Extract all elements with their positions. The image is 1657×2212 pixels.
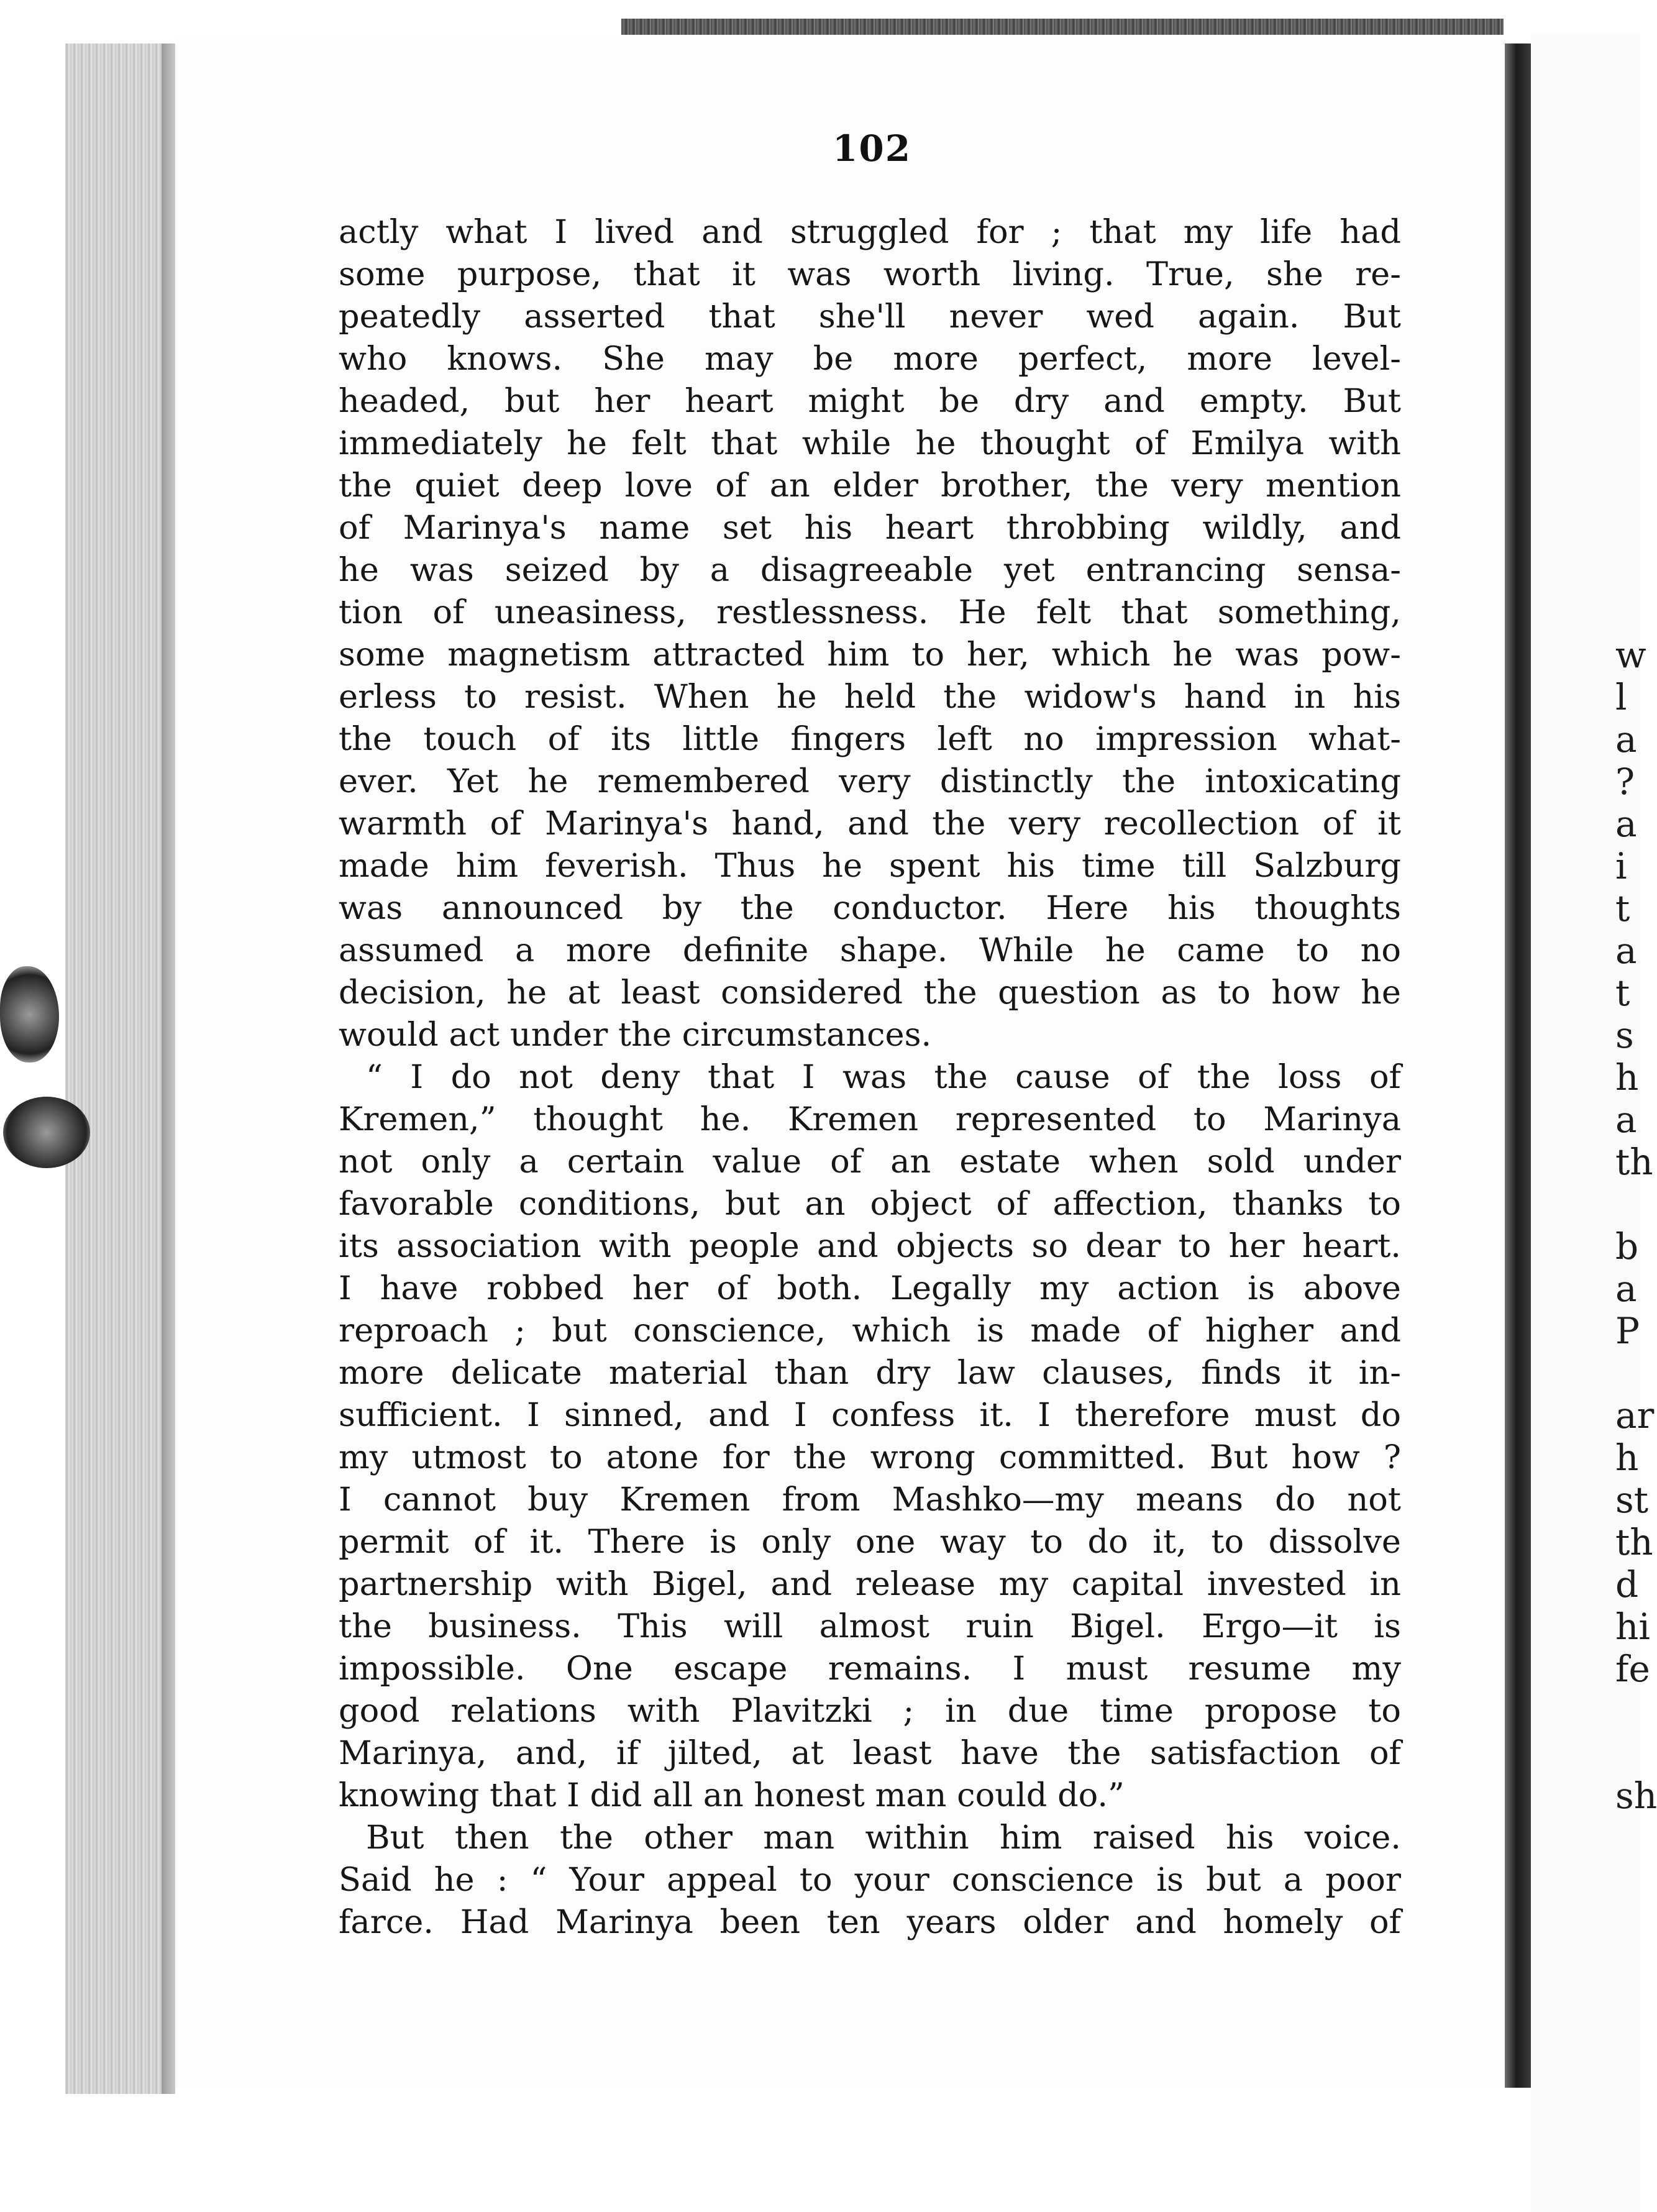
text-line: some purpose, that it was worth living. True, she re- xyxy=(339,255,1401,293)
text-line: Marinya, and, if jilted, at least have the satisfaction of xyxy=(339,1734,1401,1772)
facing-page-letter: a xyxy=(1615,803,1637,845)
text-line: my utmost to atone for the wrong committed. But how ? xyxy=(339,1438,1401,1476)
text-line: ever. Yet he remembered very distinctly the intoxicating xyxy=(339,762,1401,800)
text-line: made him feverish. Thus he spent his time till Salzburg xyxy=(339,847,1401,885)
facing-page-letter: w xyxy=(1615,634,1646,676)
text-line: was announced by the conductor. Here his thoughts xyxy=(339,889,1401,927)
facing-page-letter: a xyxy=(1615,930,1637,972)
facing-page-letter: st xyxy=(1615,1479,1649,1521)
facing-page-letter: t xyxy=(1615,972,1630,1014)
facing-page-letter: s xyxy=(1615,1014,1634,1056)
text-line: “ I do not deny that I was the cause of the loss of xyxy=(366,1058,1401,1096)
text-line: impossible. One escape remains. I must resume my xyxy=(339,1650,1401,1688)
text-line: actly what I lived and struggled for ; that my life had xyxy=(339,213,1401,251)
facing-page-letter: h xyxy=(1615,1437,1639,1479)
facing-page-letter: ar xyxy=(1615,1394,1655,1437)
text-line: assumed a more definite shape. While he came to no xyxy=(339,931,1401,969)
text-line: some magnetism attracted him to her, which he was pow- xyxy=(339,636,1401,674)
text-line: tion of uneasiness, restlessness. He felt that something, xyxy=(339,593,1401,631)
text-line: But then the other man within him raised his voice. xyxy=(366,1819,1401,1857)
text-line: warmth of Marinya's hand, and the very recollection of it xyxy=(339,805,1401,843)
text-line: erless to resist. When he held the widow's hand in his xyxy=(339,678,1401,716)
text-line: permit of it. There is only one way to do it, to dissolve xyxy=(339,1523,1401,1561)
text-line: peatedly asserted that she'll never wed again. But xyxy=(339,298,1401,336)
text-line: I cannot buy Kremen from Mashko—my means do not xyxy=(339,1481,1401,1519)
facing-page-letter: a xyxy=(1615,718,1637,761)
text-line: of Marinya's name set his heart throbbing wildly, and xyxy=(339,509,1401,547)
facing-page-letter: sh xyxy=(1615,1775,1657,1817)
facing-page-letter: th xyxy=(1615,1141,1653,1183)
text-line: the quiet deep love of an elder brother, the very mention xyxy=(339,467,1401,505)
facing-page-letter: th xyxy=(1615,1521,1653,1563)
facing-page-letter: fe xyxy=(1615,1648,1650,1690)
text-line: the business. This will almost ruin Bigel. Ergo—it is xyxy=(339,1607,1401,1645)
book-gutter xyxy=(1505,43,1531,2088)
text-line: I have robbed her of both. Legally my action is above xyxy=(339,1269,1401,1307)
facing-page-fragments xyxy=(1615,0,1657,2212)
facing-page-letter: i xyxy=(1615,845,1627,887)
facing-page-letter: l xyxy=(1615,676,1627,718)
top-edge-shadow xyxy=(621,19,1504,35)
text-line: headed, but her heart might be dry and empty. But xyxy=(339,382,1401,420)
facing-page-letter: h xyxy=(1615,1056,1639,1099)
text-line: farce. Had Marinya been ten years older and homely of xyxy=(339,1903,1401,1941)
facing-page-letter: t xyxy=(1615,887,1630,930)
page-block-edge xyxy=(65,43,174,2094)
text-line: would act under the circumstances. xyxy=(339,1016,932,1054)
text-line: decision, he at least considered the question as to how he xyxy=(339,974,1401,1012)
facing-page-letter: b xyxy=(1615,1225,1639,1268)
text-line: not only a certain value of an estate when sold under xyxy=(339,1143,1401,1181)
text-line: reproach ; but conscience, which is made of higher and xyxy=(339,1312,1401,1350)
facing-page-letter: ? xyxy=(1615,761,1635,803)
facing-page-letter: a xyxy=(1615,1268,1637,1310)
text-line: its association with people and objects so dear to her heart. xyxy=(339,1227,1401,1265)
facing-page-letter: d xyxy=(1615,1563,1639,1606)
facing-page-letter: hi xyxy=(1615,1606,1650,1648)
margin-blot xyxy=(3,1097,90,1168)
text-line: who knows. She may be more perfect, more level- xyxy=(339,340,1401,378)
text-line: sufficient. I sinned, and I confess it. I therefore must do xyxy=(339,1396,1401,1434)
text-line: favorable conditions, but an object of affection, thanks to xyxy=(339,1185,1401,1223)
text-line: he was seized by a disagreeable yet entrancing sensa- xyxy=(339,551,1401,589)
page-number: 102 xyxy=(833,127,912,170)
facing-page-letter: P xyxy=(1615,1310,1640,1352)
text-line: Kremen,” thought he. Kremen represented to Marinya xyxy=(339,1100,1401,1138)
page-edge-shadow xyxy=(162,43,175,2094)
text-line: more delicate material than dry law clauses, finds it in- xyxy=(339,1354,1401,1392)
text-line: immediately he felt that while he thought of Emilya with xyxy=(339,424,1401,462)
text-line: knowing that I did all an honest man could do.” xyxy=(339,1776,1125,1814)
text-line: partnership with Bigel, and release my capital invested in xyxy=(339,1565,1401,1603)
facing-page-letter: a xyxy=(1615,1099,1637,1141)
text-line: the touch of its little fingers left no impression what- xyxy=(339,720,1401,758)
text-line: good relations with Plavitzki ; in due time propose to xyxy=(339,1692,1401,1730)
text-line: Said he : “ Your appeal to your conscience is but a poor xyxy=(339,1861,1401,1899)
margin-blot xyxy=(0,966,59,1063)
